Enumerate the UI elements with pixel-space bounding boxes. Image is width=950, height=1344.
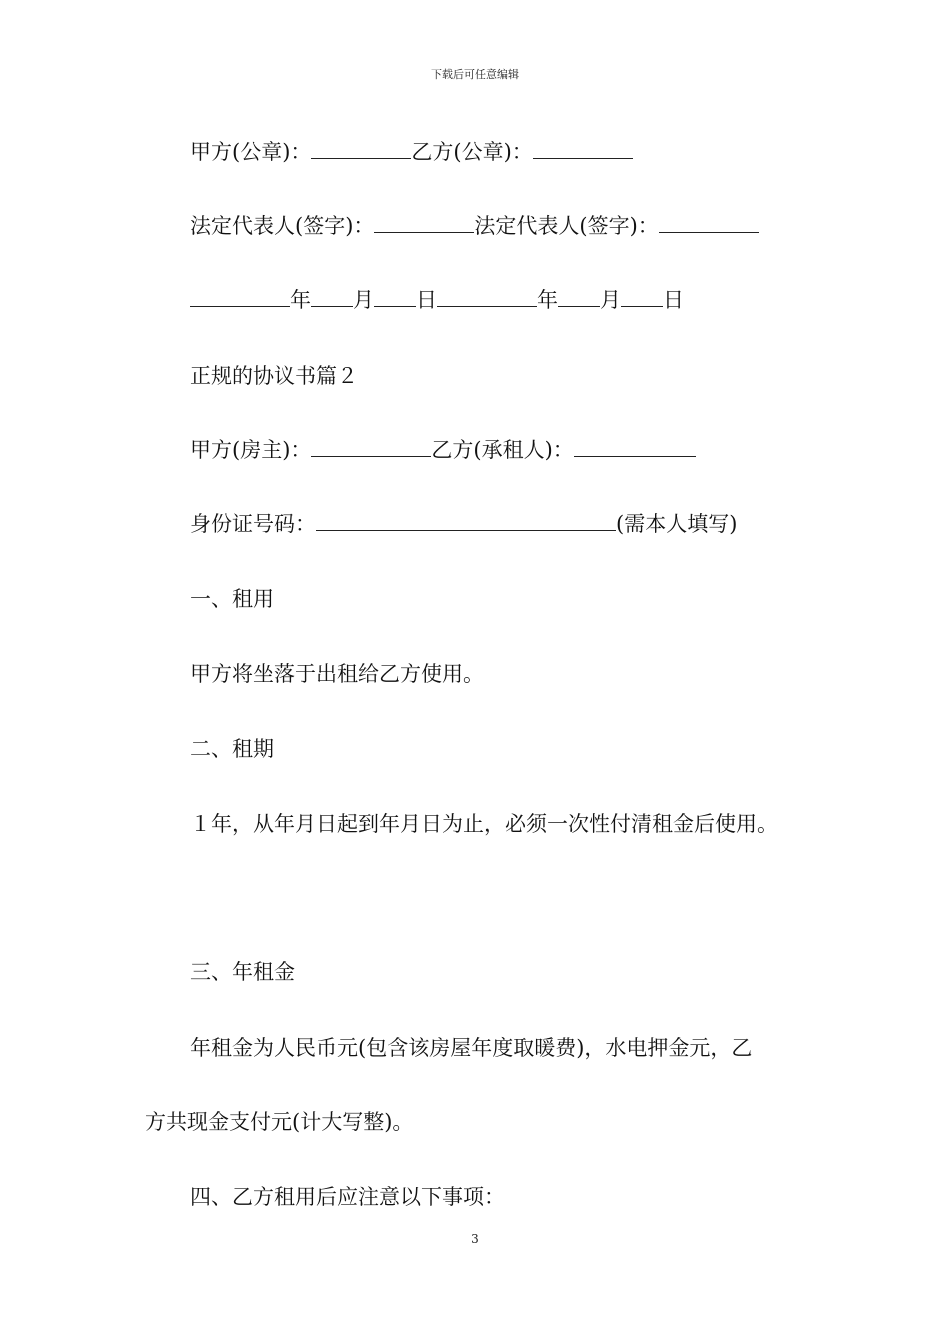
paragraph: 甲方将坐落于出租给乙方使用。	[190, 662, 484, 686]
parties-line	[190, 436, 696, 464]
blank-field	[311, 288, 353, 307]
tenant-label: 乙方(承租人)：	[431, 438, 574, 462]
year-label: 年	[537, 288, 558, 312]
blank-field	[437, 288, 537, 307]
blank-field	[374, 214, 474, 233]
blank-field	[533, 140, 633, 159]
blank-field	[311, 140, 411, 159]
clause-heading: 一、租用	[190, 587, 274, 611]
blank-field	[621, 288, 663, 307]
id-note: (需本人填写)	[616, 512, 738, 536]
section-title: 正规的协议书篇２	[190, 364, 358, 388]
page-header: 下载后可任意编辑	[431, 68, 519, 81]
year-label: 年	[290, 288, 311, 312]
blank-field	[316, 512, 616, 531]
party-b-seal-label: 乙方(公章)：	[411, 140, 533, 164]
rep-b-label: 法定代表人(签字)：	[474, 214, 659, 238]
rep-a-label: 法定代表人(签字)：	[190, 214, 375, 238]
paragraph: 年租金为人民币元(包含该房屋年度取暖费)，水电押金元，乙	[190, 1036, 753, 1060]
page-number: 3	[471, 1232, 479, 1246]
signature-line-party-a-b	[190, 138, 633, 166]
blank-field	[574, 438, 696, 457]
landlord-label: 甲方(房主)：	[190, 438, 312, 462]
paragraph: １年，从年月日起到年月日为止，必须一次性付清租金后使用。	[190, 812, 778, 836]
id-number-line	[190, 510, 737, 538]
month-label: 月	[353, 288, 374, 312]
day-label: 日	[663, 288, 684, 312]
id-number-label: 身份证号码：	[190, 512, 316, 536]
month-label: 月	[600, 288, 621, 312]
blank-field	[190, 288, 290, 307]
clause-heading: 三、年租金	[190, 960, 295, 984]
blank-field	[659, 214, 759, 233]
blank-field	[558, 288, 600, 307]
clause-heading: 二、租期	[190, 737, 274, 761]
blank-field	[374, 288, 416, 307]
day-label: 日	[416, 288, 437, 312]
clause-heading: 四、乙方租用后应注意以下事项：	[190, 1185, 505, 1209]
date-line	[190, 286, 684, 314]
signature-line-representatives	[190, 212, 759, 240]
paragraph-continuation: 方共现金支付元(计大写整)。	[145, 1110, 414, 1134]
blank-field	[311, 438, 431, 457]
party-a-seal-label: 甲方(公章)：	[190, 140, 312, 164]
